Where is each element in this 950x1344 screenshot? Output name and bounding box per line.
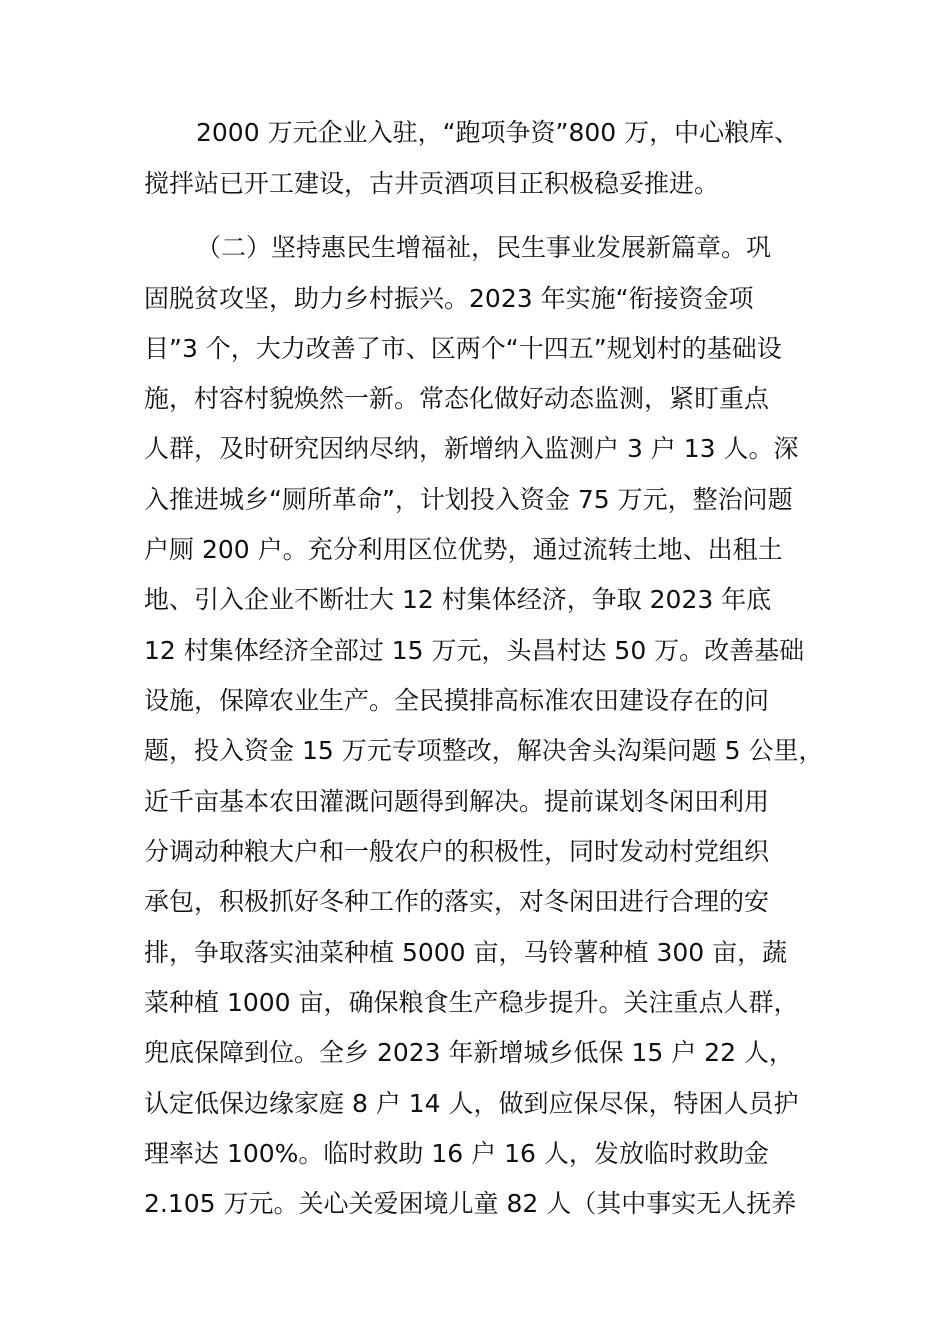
text-line: 理率达 100%。临时救助 16 户 16 人，发放临时救助金 bbox=[144, 1139, 769, 1168]
text-line: 2000 万元企业入驻，“跑项争资”800 万，中心粮库、 bbox=[196, 118, 800, 147]
text-line: 地、引入企业不断壮大 12 村集体经济，争取 2023 年底 bbox=[144, 585, 772, 614]
text-line: 承包，积极抓好冬种工作的落实，对冬闲田进行合理的安 bbox=[144, 887, 770, 916]
text-line: 12 村集体经济全部过 15 万元，头昌村达 50 万。改善基础 bbox=[144, 636, 805, 665]
text-line: 人群，及时研究因纳尽纳，新增纳入监测户 3 户 13 人。深 bbox=[144, 434, 799, 463]
text-line: 搅拌站已开工建设，古井贡酒项目正积极稳妥推进。 bbox=[144, 169, 720, 198]
text-line: 设施，保障农业生产。全民摸排高标准农田建设存在的问 bbox=[144, 686, 770, 715]
text-line: 目”3 个，大力改善了市、区两个“十四五”规划村的基础设 bbox=[144, 334, 782, 363]
text-line: 户厕 200 户。充分利用区位优势，通过流转土地、出租土 bbox=[144, 535, 783, 564]
text-line: 近千亩基本农田灌溉问题得到解决。提前谋划冬闲田利用 bbox=[144, 787, 770, 816]
text-line: 认定低保边缘家庭 8 户 14 人，做到应保尽保，特困人员护 bbox=[144, 1089, 799, 1118]
text-line: 入推进城乡“厕所革命”，计划投入资金 75 万元，整治问题 bbox=[144, 485, 793, 514]
paragraph-heading-line: （二）坚持惠民生增福祉，民生事业发展新篇章。巩 bbox=[196, 233, 772, 262]
text-line: 菜种植 1000 亩，确保粮食生产稳步提升。关注重点人群， bbox=[144, 988, 799, 1017]
text-line: 分调动种粮大户和一般农户的积极性，同时发动村党组织 bbox=[144, 837, 770, 866]
text-line: 2.105 万元。关心关爱困境儿童 82 人（其中事实无人抚养 bbox=[144, 1189, 797, 1218]
text-line: 施，村容村貌焕然一新。常态化做好动态监测，紧盯重点 bbox=[144, 384, 770, 413]
text-line: 题，投入资金 15 万元专项整改，解决舍头沟渠问题 5 公里， bbox=[144, 736, 824, 765]
text-line: 固脱贫攻坚，助力乡村振兴。2023 年实施“衔接资金项 bbox=[144, 284, 754, 313]
text-line: 兜底保障到位。全乡 2023 年新增城乡低保 15 户 22 人， bbox=[144, 1038, 794, 1067]
text-line: 排，争取落实油菜种植 5000 亩，马铃薯种植 300 亩，蔬 bbox=[144, 938, 788, 967]
